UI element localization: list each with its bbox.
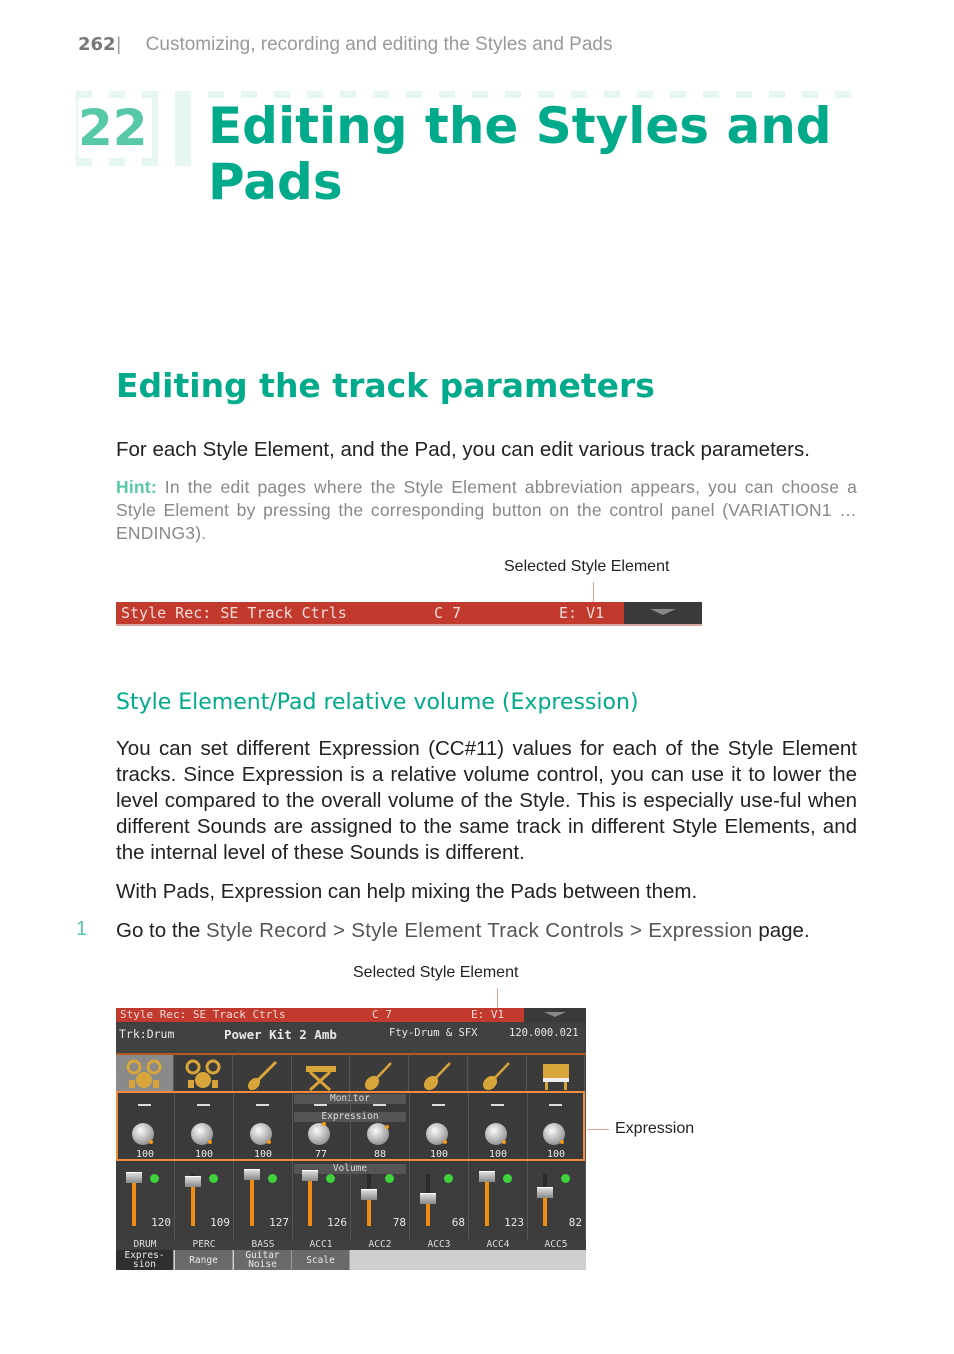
pads-paragraph: With Pads, Expression can help mixing the Pads between them. [116, 880, 698, 903]
track-name: BASS [251, 1239, 275, 1250]
hint-label: Hint: [116, 477, 157, 497]
track-icon-cell[interactable] [116, 1055, 174, 1092]
figure1-callout: Selected Style Element [504, 558, 670, 575]
track-name: PERC [192, 1239, 216, 1250]
guitar-icon [420, 1058, 458, 1092]
volume-fader-cell [116, 1164, 175, 1240]
track-icon-cell[interactable] [234, 1055, 292, 1092]
track-icon-cell[interactable] [351, 1055, 409, 1092]
play-led-icon[interactable] [503, 1174, 512, 1183]
screen-status-element: E: V1 [471, 1008, 505, 1021]
play-led-icon[interactable] [326, 1174, 335, 1183]
volume-mixer [116, 1164, 586, 1240]
volume-value: 78 [392, 1216, 406, 1229]
track-info-bar [116, 1023, 586, 1055]
track-name: ACC5 [544, 1239, 568, 1250]
volume-fader-cell [410, 1164, 469, 1240]
sound-category: Fty-Drum & SFX [389, 1027, 478, 1039]
screen-status-title: Style Rec: SE Track Ctrls [120, 1008, 286, 1021]
track-icons-row [116, 1055, 586, 1092]
fader-level [250, 1174, 254, 1226]
play-led-icon[interactable] [561, 1174, 570, 1183]
volume-fader-cell [527, 1164, 586, 1240]
drum-kit-icon [126, 1058, 164, 1092]
volume-fader-cell [175, 1164, 234, 1240]
volume-label: Volume [294, 1164, 406, 1174]
expression-highlight-box [116, 1091, 585, 1161]
step-suffix: page. [752, 919, 810, 942]
guitar-icon [361, 1058, 399, 1092]
volume-value: 123 [504, 1216, 524, 1229]
track-name: ACC2 [368, 1239, 392, 1250]
play-led-icon[interactable] [385, 1174, 394, 1183]
track-names-row [116, 1240, 586, 1250]
play-led-icon[interactable] [444, 1174, 453, 1183]
section-title: Editing the track parameters [116, 366, 655, 405]
subsection-title: Style Element/Pad relative volume (Expression) [116, 690, 639, 715]
expression-value: 100 [253, 1149, 273, 1160]
volume-fader-cell [351, 1164, 410, 1240]
track-name: DRUM [133, 1239, 157, 1250]
expression-paragraph: You can set different Expression (CC#11) values for each of the Style Element tracks. Since Expression is a relative volume control, you can use it to lower the level compared to the overall volume of the Style. This is especially use-ful when different Sounds are assigned to the same track in different Style Elements, and the internal level of these Sounds is different. [116, 737, 857, 864]
volume-value: 68 [451, 1216, 465, 1229]
volume-fader-cell [469, 1164, 528, 1240]
bass-guitar-icon [244, 1058, 282, 1092]
volume-value: 126 [327, 1216, 347, 1229]
figure2-callout-top-line [497, 988, 498, 1008]
hint-paragraph [116, 476, 857, 545]
figure2-callout-right: Expression [615, 1120, 695, 1137]
step-number: 1 [76, 918, 88, 940]
step-path: Style Record > Style Element Track Controls > Expression [206, 919, 753, 942]
screen-status-bar [116, 1008, 586, 1022]
volume-fader-cell [292, 1164, 351, 1240]
track-icon-cell[interactable] [410, 1055, 468, 1092]
chapter-title: Editing the Styles and Pads [200, 98, 858, 210]
chevron-down-icon[interactable] [624, 602, 702, 624]
volume-value: 120 [151, 1216, 171, 1229]
hint-text: In the edit pages where the Style Element abbreviation appears, you can choose a Style Element by pressing the corresponding button on the control panel (VARIATION1 … ENDING3). [116, 477, 857, 543]
fader-level [308, 1175, 312, 1226]
figure1-status-bar [116, 602, 702, 626]
expression-value: 100 [194, 1149, 214, 1160]
header-separator: | [115, 34, 122, 55]
expression-value: 100 [488, 1149, 508, 1160]
status-element: E: V1 [559, 604, 605, 622]
fader-level [132, 1177, 136, 1226]
track-label: Trk:Drum [119, 1027, 175, 1041]
figure1-callout-line [593, 582, 594, 602]
expression-value: 100 [546, 1149, 566, 1160]
fader-handle[interactable] [126, 1172, 142, 1183]
monitor-label: Monitor [294, 1094, 406, 1104]
page-number: 262 [78, 34, 116, 55]
chapter-number: 22 [78, 98, 152, 158]
fader-handle[interactable] [244, 1169, 260, 1180]
track-icon-cell[interactable] [469, 1055, 527, 1092]
running-header [78, 34, 612, 56]
track-icon-cell[interactable] [527, 1055, 585, 1092]
running-title: Customizing, recording and editing the Styles and Pads [145, 34, 613, 55]
expression-value: 77 [314, 1149, 328, 1160]
screen-status-chord: C 7 [372, 1008, 392, 1021]
fader-handle[interactable] [302, 1170, 318, 1181]
volume-value: 127 [269, 1216, 289, 1229]
page-tab[interactable]: Guitar Noise [234, 1250, 292, 1270]
screen-chevron-down-icon[interactable] [524, 1008, 586, 1022]
fader-handle[interactable] [420, 1193, 436, 1204]
keyboard-stand-icon [302, 1058, 340, 1092]
track-name: ACC1 [309, 1239, 333, 1250]
status-title: Style Rec: SE Track Ctrls [121, 604, 347, 622]
sound-name[interactable]: Power Kit 2 Amb [224, 1027, 337, 1042]
intro-paragraph: For each Style Element, and the Pad, you can edit various track parameters. [116, 438, 810, 461]
play-led-icon[interactable] [150, 1174, 159, 1183]
sound-id: 120.000.021 [509, 1027, 579, 1039]
fader-handle[interactable] [479, 1171, 495, 1182]
page-tab[interactable]: Expres- sion [116, 1250, 174, 1270]
figure2-callout-top: Selected Style Element [353, 964, 519, 981]
fader-handle[interactable] [537, 1187, 553, 1198]
volume-value: 82 [568, 1216, 582, 1229]
piano-icon [537, 1058, 575, 1092]
guitar-icon [479, 1058, 517, 1092]
track-icon-cell[interactable] [175, 1055, 233, 1092]
page-tab[interactable]: Scale [292, 1250, 350, 1270]
page-tabs [116, 1250, 586, 1270]
expression-value: 100 [135, 1149, 155, 1160]
status-chord: C 7 [434, 604, 462, 622]
volume-fader-cell [234, 1164, 293, 1240]
play-led-icon[interactable] [209, 1174, 218, 1183]
fader-level [485, 1176, 489, 1226]
fader-handle[interactable] [361, 1189, 377, 1200]
figure2-callout-right-line [587, 1129, 609, 1130]
step-text [116, 918, 810, 944]
expression-value: 100 [429, 1149, 449, 1160]
expression-value: 88 [373, 1149, 387, 1160]
fader-handle[interactable] [185, 1176, 201, 1187]
track-icon-cell[interactable] [292, 1055, 350, 1092]
track-name: ACC3 [427, 1239, 451, 1250]
fader-level [191, 1181, 195, 1226]
play-led-icon[interactable] [268, 1174, 277, 1183]
page-tab[interactable]: Range [175, 1250, 233, 1270]
step-prefix: Go to the [116, 919, 207, 942]
expression-label: Expression [294, 1112, 406, 1122]
volume-value: 109 [210, 1216, 230, 1229]
drum-kit-icon [185, 1058, 223, 1092]
track-name: ACC4 [486, 1239, 510, 1250]
